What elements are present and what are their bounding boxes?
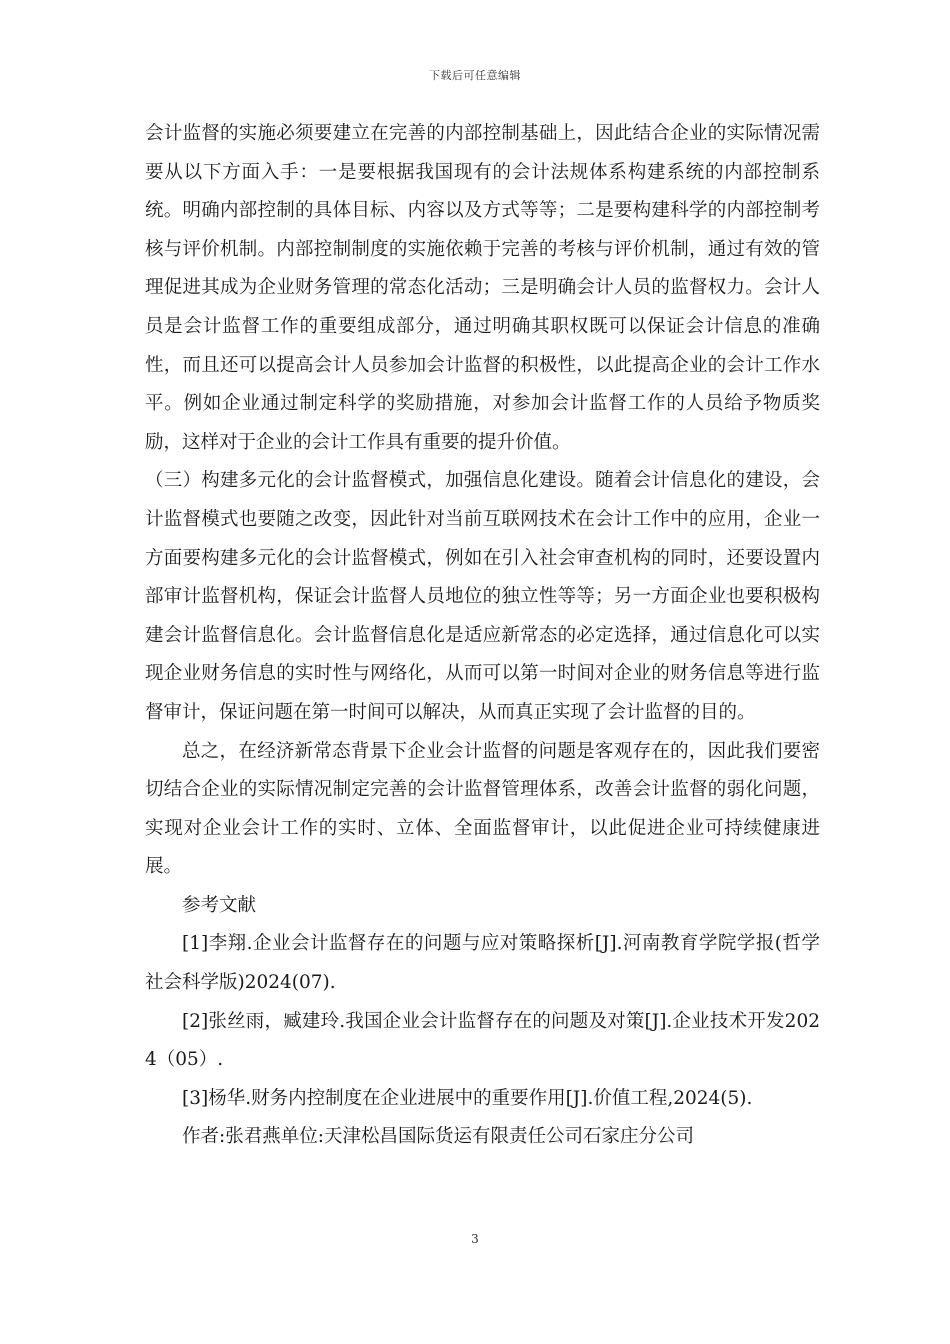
author-line: 作者:张君燕单位:天津松昌国际货运有限责任公司石家庄分公司 xyxy=(182,1126,694,1148)
page-header: 下载后可任意编辑 xyxy=(429,69,521,82)
paragraph-diversified-supervision: （三）构建多元化的会计监督模式，加强信息化建设。随着会计信息化的建设，会计监督模式也要随之改变，因此针对当前互联网技术在会计工作中的应用，企业一方面要构建多元化的会计监督模式，例如在引入社会审查机构的同时，还要设置内部审计监督机构，保证会计监督人员地位的独立性等等；另一方面企业也要积极构建会计监督信息化。会计监督信息化是适应新常态的必定选择，通过信息化可以实现企业财务信息的实时性与网络化，从而可以第一时间对企业的财务信息等进行监督审计，保证问题在第一时间可以解决，从而真正实现了会计监督的目的。 xyxy=(145,470,820,723)
reference-item-3: [3]杨华.财务内控制度在企业进展中的重要作用[J].价值工程,2024(5). xyxy=(182,1087,753,1109)
page-number: 3 xyxy=(471,1232,479,1246)
document-body xyxy=(145,115,820,1157)
reference-item-2: [2]张丝雨，臧建玲.我国企业会计监督存在的问题及对策[J].企业技术开发2024（05）. xyxy=(145,1010,820,1071)
reference-item-1: [1]李翔.企业会计监督存在的问题与应对策略探析[J].河南教育学院学报(哲学社会科学版)2024(07). xyxy=(145,933,820,994)
references-heading: 参考文献 xyxy=(182,894,257,916)
paragraph-internal-control: 会计监督的实施必须要建立在完善的内部控制基础上，因此结合企业的实际情况需要从以下方面入手：一是要根据我国现有的会计法规体系构建系统的内部控制系统。明确内部控制的具体目标、内容以及方式等等；二是要构建科学的内部控制考核与评价机制。内部控制制度的实施依赖于完善的考核与评价机制，通过有效的管理促进其成为企业财务管理的常态化活动；三是明确会计人员的监督权力。会计人员是会计监督工作的重要组成部分，通过明确其职权既可以保证会计信息的准确性，而且还可以提高会计人员参加会计监督的积极性，以此提高企业的会计工作水平。例如企业通过制定科学的奖励措施，对参加会计监督工作的人员给予物质奖励，这样对于企业的会计工作具有重要的提升价值。 xyxy=(145,123,820,453)
paragraph-conclusion: 总之，在经济新常态背景下企业会计监督的问题是客观存在的，因此我们要密切结合企业的实际情况制定完善的会计监督管理体系，改善会计监督的弱化问题，实现对企业会计工作的实时、立体、全面监督审计，以此促进企业可持续健康进展。 xyxy=(145,740,820,878)
